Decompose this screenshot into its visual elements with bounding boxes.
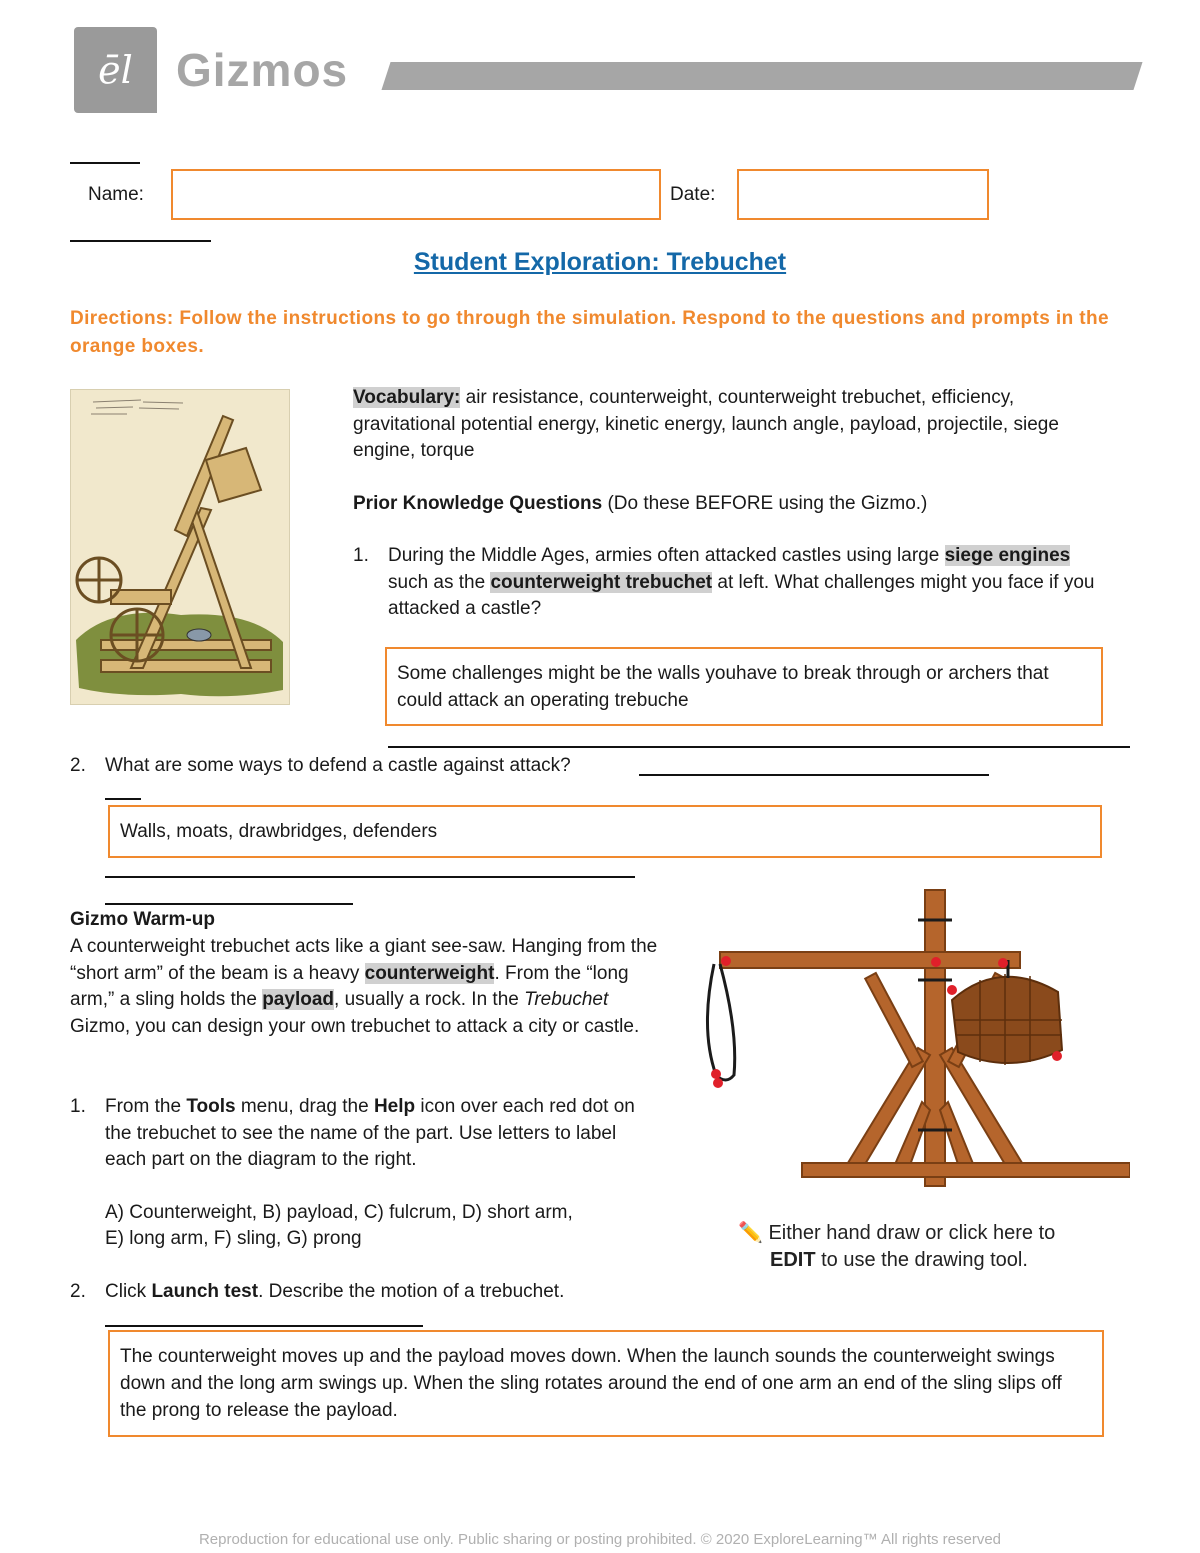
wq2-pre: Click (105, 1281, 147, 1302)
prior-heading: Prior Knowledge Questions (353, 493, 603, 514)
divider (70, 240, 211, 242)
term-siege-engines: siege engines (944, 545, 1071, 566)
warmup-p4: Gizmo, you can design your own trebuchet to attack a city or castle. (70, 1015, 640, 1037)
page-title: Student Exploration: Trebuchet (413, 248, 787, 276)
wq2-post: . Describe the motion of a trebuchet. (258, 1281, 565, 1302)
warmup-q2-text (105, 1279, 665, 1306)
gizmo-name: Trebuchet (524, 989, 609, 1010)
warmup-heading-text: Gizmo Warm-up (70, 909, 215, 930)
warmup-q1-answer-line2[interactable]: E) long arm, F) sling, G) prong (105, 1228, 362, 1249)
prior-q1-number: 1. (353, 545, 369, 566)
term-counterweight-trebuchet: counterweight trebuchet (490, 571, 713, 593)
warmup-p1: A counterweight trebuchet acts like a giant see-saw. Hanging from the “short arm” of the beam is a heavy (70, 936, 658, 984)
wq1-mid: menu, drag the (240, 1096, 369, 1117)
term-tools: Tools (186, 1096, 236, 1117)
prior-q2-text: What are some ways to defend a castle against attack? (105, 755, 571, 776)
term-launch-test: Launch test (151, 1281, 259, 1302)
directions: Directions: Follow the instructions to go through the simulation. Respond to the questions and prompts in the orange boxes. (70, 308, 1109, 357)
edit-drawing-note[interactable] (738, 1220, 1118, 1274)
warmup-paragraph (70, 934, 660, 1040)
medieval-trebuchet-image (70, 389, 290, 705)
edit-note-line2: to use the drawing tool. (821, 1249, 1028, 1271)
prior-knowledge-heading (353, 491, 1113, 518)
wq1-post: icon over each red dot on the trebuchet to see the name of the part. Use letters to label each part on the diagram to the right. (105, 1096, 635, 1170)
warmup-p3: , usually a rock. In the (334, 989, 519, 1010)
divider (105, 798, 141, 800)
divider (70, 162, 140, 164)
divider (388, 746, 1130, 748)
wq1-pre: From the (105, 1096, 182, 1117)
term-help: Help (373, 1096, 416, 1117)
header-bar (381, 62, 1142, 90)
warmup-q1-answer-line1[interactable]: A) Counterweight, B) payload, C) fulcrum, D) short arm, (105, 1202, 573, 1223)
warmup-heading (70, 907, 215, 934)
vocabulary (353, 385, 1113, 465)
divider (105, 1325, 423, 1327)
prior-q2-number: 2. (70, 755, 86, 776)
footer: Reproduction for educational use only. Public sharing or posting prohibited. © 2020 ExploreLearning™ All rights reserved (198, 1531, 1002, 1548)
brand-name: Gizmos (176, 44, 349, 96)
prior-q1-text (388, 543, 1098, 623)
warmup-q1-text (105, 1094, 655, 1174)
date-label: Date: (670, 184, 716, 205)
term-payload: payload (262, 989, 335, 1010)
q1-pre: During the Middle Ages, armies often attacked castles using large (388, 545, 940, 566)
warmup-q2-number: 2. (70, 1281, 86, 1302)
term-counterweight: counterweight (364, 962, 495, 984)
name-field[interactable] (171, 169, 661, 220)
prior-heading-note: (Do these BEFORE using the Gizmo.) (607, 493, 928, 514)
name-label: Name: (88, 184, 144, 205)
pencil-icon: ✏️ (738, 1222, 763, 1244)
vocabulary-label: Vocabulary: (353, 387, 461, 408)
divider (105, 876, 635, 878)
date-field[interactable] (737, 169, 989, 220)
q1-mid: such as the (388, 571, 486, 593)
edit-note-line1: Either hand draw or click here to (768, 1222, 1056, 1244)
edit-link[interactable]: EDIT (770, 1249, 816, 1271)
logo-mark (74, 27, 157, 113)
prior-q2-answer-box[interactable]: Walls, moats, drawbridges, defenders (108, 805, 1102, 858)
warmup-q2-answer-box[interactable]: The counterweight moves up and the payload moves down. When the launch sounds the counterweight swings down and the long arm swings up. When the sling rotates around the end of one arm an end of the sling slips off the prong to release the payload. (108, 1330, 1104, 1437)
q1-post: at left. What challenges might you face if you attacked a castle? (388, 571, 1095, 619)
prior-q1-answer-box[interactable]: Some challenges might be the walls youhave to break through or archers that could attack an operating trebuche (385, 647, 1103, 726)
warmup-q1-number: 1. (70, 1096, 86, 1117)
trebuchet-diagram[interactable] (690, 880, 1130, 1192)
divider (105, 903, 353, 905)
logo-glyph: ēl (98, 48, 133, 92)
warmup-p2: . From the “long arm,” a sling holds the (70, 962, 629, 1010)
divider (639, 774, 989, 776)
vocabulary-text: air resistance, counterweight, counterweight trebuchet, efficiency, gravitational potential energy, kinetic energy, launch angle, payload, projectile, siege engine, torque (353, 387, 1059, 461)
